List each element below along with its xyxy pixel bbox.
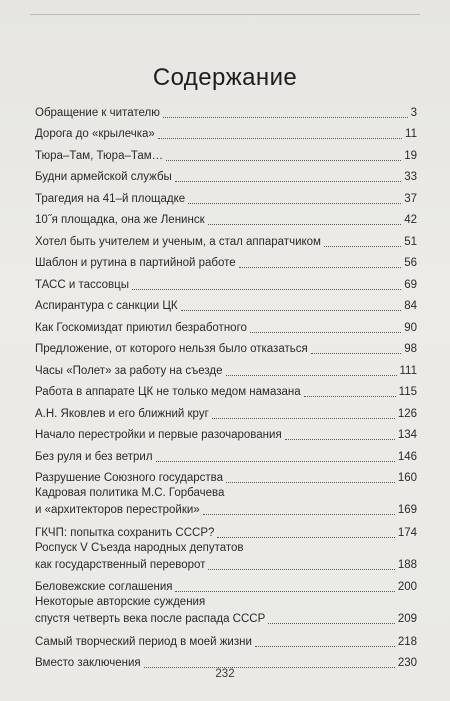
toc-entry[interactable] bbox=[35, 422, 417, 444]
toc-entry-page: 169 bbox=[397, 504, 417, 516]
toc-entry[interactable] bbox=[35, 357, 417, 379]
leader-dots bbox=[166, 160, 401, 161]
toc-entry-title: ТАСС и тассовцы bbox=[35, 278, 130, 291]
toc-entry-title: Часы «Полет» за работу на съезде bbox=[35, 364, 223, 377]
leader-dots bbox=[255, 646, 395, 647]
toc-entry-title: Без руля и без ветрил bbox=[35, 450, 153, 463]
leader-dots bbox=[226, 482, 395, 483]
header-rule bbox=[30, 14, 420, 15]
toc-entry-page: 200 bbox=[397, 581, 417, 593]
toc-entry[interactable] bbox=[35, 574, 417, 596]
toc-entry-title: спустя четверть века после распада СССР bbox=[35, 613, 266, 625]
toc-entry-page: 134 bbox=[397, 429, 417, 441]
toc-entry-title: Аспирантура с санкции ЦК bbox=[35, 300, 178, 312]
toc-entry[interactable] bbox=[35, 142, 417, 164]
toc-entry-page: 174 bbox=[397, 526, 417, 539]
toc-entry[interactable] bbox=[35, 379, 417, 401]
leader-dots bbox=[181, 310, 402, 311]
leader-dots bbox=[250, 332, 401, 333]
toc-entry[interactable] bbox=[35, 519, 417, 541]
toc-entry-title: Обращение к читателю bbox=[35, 106, 160, 119]
toc-entry-page: 33 bbox=[404, 171, 417, 183]
toc-entry-title: Начало перестройки и первые разочарования bbox=[35, 429, 282, 441]
toc-entry-title: ГКЧП: попытка сохранить СССР? bbox=[35, 526, 215, 539]
toc-entry[interactable] bbox=[35, 121, 417, 143]
toc-entry-title: Шаблон и рутина в партийной работе bbox=[35, 257, 236, 269]
toc-entry-title: Трагедия на 41–й площадке bbox=[35, 192, 186, 205]
toc-entry-title: Как Госкомиздат приютил безработного bbox=[35, 321, 247, 334]
toc-entry-title: Будни армейской службы bbox=[35, 171, 172, 183]
toc-entry-title: и «архитекторов перестройки» bbox=[35, 504, 200, 516]
toc-entry-title-line1: Роспуск V Съезда народных депутатов bbox=[35, 541, 244, 554]
toc-entry-title: Предложение, от которого нельзя было отказаться bbox=[35, 343, 308, 355]
bleed-through-header bbox=[30, 0, 420, 30]
toc-entry-page: 69 bbox=[404, 278, 417, 291]
toc-entry-page: 37 bbox=[404, 192, 417, 205]
toc-entry-title-line1: Некоторые авторские суждения bbox=[35, 596, 206, 608]
toc-entry-title: Самый творческий период в моей жизни bbox=[35, 635, 252, 648]
toc-entry-title: А.Н. Яковлев и его ближний круг bbox=[35, 407, 209, 420]
toc-entry-page: 188 bbox=[397, 558, 417, 571]
table-of-contents bbox=[35, 99, 417, 671]
toc-entry-title: Дорога до «крылечка» bbox=[35, 128, 155, 140]
toc-entry[interactable] bbox=[35, 465, 417, 487]
leader-dots bbox=[156, 461, 395, 462]
toc-entry-title: Тюра–Там, Тюра–Там… bbox=[35, 149, 164, 162]
toc-entry-title: Вместо заключения bbox=[35, 657, 141, 669]
toc-entry[interactable] bbox=[35, 185, 417, 207]
toc-entry[interactable] bbox=[35, 400, 417, 422]
page-title: Содержание bbox=[152, 64, 298, 91]
toc-entry-page: 56 bbox=[404, 257, 417, 269]
toc-entry-page: 11 bbox=[405, 128, 417, 140]
toc-entry[interactable] bbox=[35, 314, 417, 336]
leader-dots bbox=[208, 224, 402, 225]
toc-entry[interactable] bbox=[35, 595, 417, 628]
leader-dots bbox=[324, 246, 401, 247]
toc-entry[interactable] bbox=[35, 443, 417, 465]
toc-entry-title: Работа в аппарате ЦК не только медом намазана bbox=[35, 386, 301, 398]
toc-entry[interactable] bbox=[35, 164, 417, 186]
toc-entry[interactable] bbox=[35, 336, 417, 358]
toc-entry-title: Разрушение Союзного государства bbox=[35, 472, 224, 484]
toc-entry-title: Беловежские соглашения bbox=[35, 581, 173, 593]
toc-entry[interactable] bbox=[35, 207, 417, 229]
toc-entry[interactable] bbox=[35, 228, 417, 250]
leader-dots bbox=[188, 203, 401, 204]
toc-entry-title: как государственный переворот bbox=[35, 558, 206, 571]
toc-entry-page: 98 bbox=[404, 343, 417, 355]
toc-entry[interactable] bbox=[35, 293, 417, 315]
leader-dots bbox=[304, 396, 396, 397]
toc-entry-page: 42 bbox=[404, 214, 417, 226]
toc-entry-page: 209 bbox=[397, 613, 417, 625]
leader-dots bbox=[239, 267, 402, 268]
leader-dots bbox=[208, 569, 394, 570]
leader-dots bbox=[226, 375, 397, 376]
toc-entry-page: 51 bbox=[404, 235, 417, 248]
toc-entry-title-line1: Кадровая политика М.С. Горбачева bbox=[35, 487, 225, 499]
toc-entry-page: 115 bbox=[398, 386, 417, 398]
leader-dots bbox=[285, 439, 395, 440]
leader-dots bbox=[175, 591, 394, 592]
toc-entry[interactable] bbox=[35, 541, 417, 574]
leader-dots bbox=[175, 181, 401, 182]
leader-dots bbox=[268, 623, 395, 624]
leader-dots bbox=[203, 514, 395, 515]
toc-entry-title: Хотел быть учителем и ученым, а стал аппаратчиком bbox=[35, 235, 321, 248]
toc-entry[interactable] bbox=[35, 271, 417, 293]
leader-dots bbox=[158, 138, 402, 139]
toc-entry-page: 146 bbox=[397, 450, 417, 463]
toc-entry[interactable] bbox=[35, 486, 417, 519]
page-number: 232 bbox=[215, 668, 235, 680]
toc-entry[interactable] bbox=[35, 99, 417, 121]
toc-entry-page: 19 bbox=[404, 149, 417, 162]
leader-dots bbox=[163, 117, 408, 118]
toc-entry-title: 10˝я площадка, она же Ленинск bbox=[35, 214, 205, 226]
toc-entry-page: 218 bbox=[397, 635, 417, 648]
toc-entry[interactable] bbox=[35, 628, 417, 650]
leader-dots bbox=[311, 353, 402, 354]
toc-entry-page: 3 bbox=[410, 106, 417, 119]
toc-entry-page: 160 bbox=[397, 472, 417, 484]
toc-entry-page: 126 bbox=[397, 407, 417, 420]
leader-dots bbox=[217, 537, 394, 538]
leader-dots bbox=[132, 289, 401, 290]
toc-entry[interactable] bbox=[35, 250, 417, 272]
toc-entry-page: 90 bbox=[404, 321, 417, 334]
toc-entry-page: 111 bbox=[399, 364, 417, 377]
leader-dots bbox=[212, 418, 395, 419]
toc-entry-page: 230 bbox=[397, 657, 417, 669]
toc-entry-page: 84 bbox=[404, 300, 417, 312]
